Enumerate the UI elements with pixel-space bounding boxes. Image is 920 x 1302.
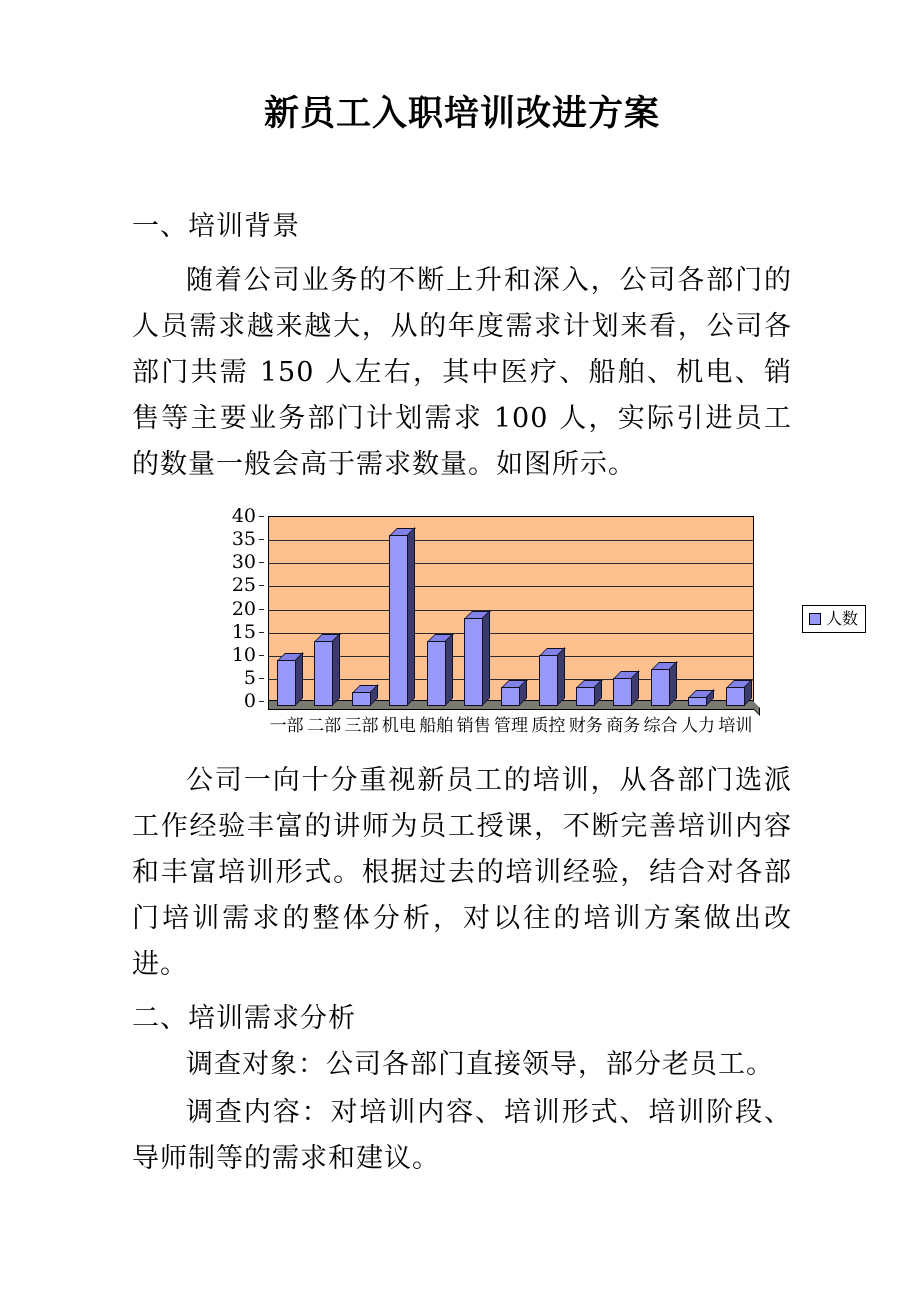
- legend-label: 人数: [826, 609, 859, 628]
- bar-人力: [688, 697, 707, 706]
- y-axis-label: 25: [231, 574, 256, 597]
- x-axis-label: 商务: [606, 716, 641, 736]
- y-axis-tick: [259, 516, 264, 517]
- chart-gridline: [269, 610, 753, 611]
- chart-x-axis: [268, 714, 754, 738]
- y-axis-tick: [259, 655, 264, 656]
- y-axis-label: 35: [231, 528, 256, 551]
- bar-综合: [651, 669, 670, 706]
- x-axis-label: 船舶: [419, 716, 454, 736]
- section2-heading: 二、培训需求分析: [132, 1003, 356, 1034]
- bar-商务: [613, 678, 632, 706]
- chart-legend: [802, 605, 866, 633]
- document-title: 新员工入职培训改进方案: [263, 93, 660, 134]
- y-axis-label: 30: [231, 551, 256, 574]
- chart-gridline: [269, 656, 753, 657]
- bar-三部: [352, 692, 371, 706]
- chart-y-axis: [132, 505, 264, 712]
- bar-培训: [726, 687, 745, 706]
- x-axis-label: 机电: [381, 716, 416, 736]
- y-axis-tick: [259, 701, 264, 702]
- y-axis-tick: [259, 562, 264, 563]
- x-axis-label: 三部: [344, 716, 379, 736]
- section1-paragraph-2: 公司一向十分重视新员工的培训，从各部门选派工作经验丰富的讲师为员工授课，不断完善培训内容和丰富培训形式。根据过去的培训经验，结合对各部门培训需求的整体分析，对以往的培训方案做出改进。: [132, 765, 792, 980]
- chart-gridline: [269, 563, 753, 564]
- section1-paragraph-1: 随着公司业务的不断上升和深入，公司各部门的人员需求越来越大，从的年度需求计划来看，公司各部门共需 150 人左右，其中医疗、船舶、机电、销售等主要业务部门计划需求 100 人，实际引进员工的数量一般会高于需求数量。如图所示。: [132, 265, 792, 480]
- y-axis-label: 10: [231, 643, 256, 666]
- chart-gridline: [269, 540, 753, 541]
- y-axis-label: 5: [243, 666, 256, 689]
- x-axis-label: 综合: [643, 716, 678, 736]
- chart-gridline: [269, 586, 753, 587]
- x-axis-label: 销售: [456, 716, 491, 736]
- x-axis-label: 质控: [531, 716, 566, 736]
- section2-paragraph-2: 调查内容：对培训内容、培训形式、培训阶段、导师制等的需求和建议。: [132, 1097, 792, 1174]
- y-axis-tick: [259, 585, 264, 586]
- bar-管理: [501, 687, 520, 706]
- y-axis-label: 40: [231, 505, 256, 527]
- bar-船舶: [427, 641, 446, 706]
- legend-swatch-icon: [809, 613, 821, 625]
- y-axis-label: 20: [231, 597, 256, 620]
- bar-质控: [539, 655, 558, 706]
- y-axis-tick: [259, 609, 264, 610]
- bar-chart: [132, 505, 859, 740]
- chart-plot-area: [268, 516, 754, 710]
- bar-二部: [314, 641, 333, 706]
- x-axis-label: 人力: [680, 716, 715, 736]
- x-axis-label: 培训: [718, 716, 753, 736]
- x-axis-label: 管理: [494, 716, 529, 736]
- x-axis-label: 一部: [269, 716, 304, 736]
- bar-机电: [389, 535, 408, 706]
- y-axis-label: 15: [231, 620, 256, 643]
- x-axis-label: 二部: [307, 716, 342, 736]
- y-axis-tick: [259, 539, 264, 540]
- bar-财务: [576, 687, 595, 706]
- section2-paragraph-1: 调查对象：公司各部门直接领导，部分老员工。: [186, 1049, 774, 1080]
- section1-heading: 一、培训背景: [132, 211, 300, 242]
- y-axis-label: 0: [243, 690, 256, 712]
- bar-一部: [277, 660, 296, 706]
- y-axis-tick: [259, 678, 264, 679]
- y-axis-tick: [259, 632, 264, 633]
- bar-销售: [464, 618, 483, 706]
- x-axis-label: 财务: [568, 716, 603, 736]
